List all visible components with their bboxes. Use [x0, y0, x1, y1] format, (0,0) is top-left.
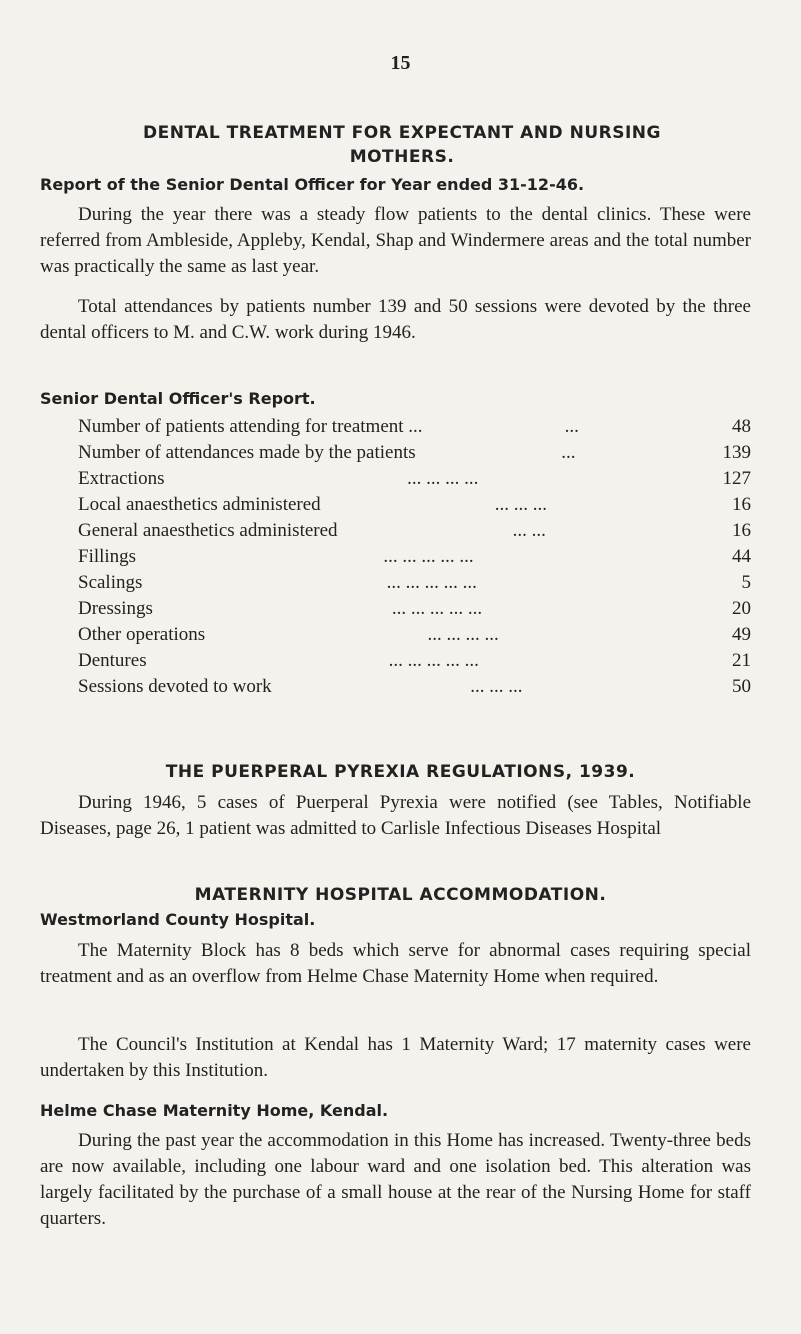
stat-row — [78, 466, 751, 492]
westmorland-paragraph-1: The Maternity Block has 8 beds which serve for abnormal cases requiring special treatment and as an overflow from Helme Chase Maternity Home when required. — [40, 940, 751, 987]
stat-value: 50 — [732, 676, 751, 697]
stat-leader: ... ... — [512, 520, 546, 541]
stat-row — [78, 570, 751, 596]
stat-value: 127 — [722, 468, 751, 489]
puerperal-paragraph: During 1946, 5 cases of Puerperal Pyrexia were notified (see Tables, Notifiable Diseases, page 26, 1 patient was admitted to Carlisle Infectious Diseases Hospital — [40, 792, 751, 839]
stat-leader: ... — [561, 442, 576, 463]
stat-row — [78, 492, 751, 518]
stat-leader: ... ... ... ... — [407, 468, 479, 489]
dental-paragraph-2: Total attendances by patients number 139 and 50 sessions were devoted by the three dental officers to M. and C.W. work during 1946. — [40, 296, 751, 343]
stat-leader: ... ... ... ... ... — [386, 572, 477, 593]
stat-value: 48 — [731, 416, 751, 437]
stat-label: Fillings — [78, 546, 137, 567]
senior-report-title: Senior Dental Officer's Report. — [40, 389, 316, 408]
stat-label: General anaesthetics administered — [78, 520, 338, 541]
stat-value: 44 — [731, 546, 751, 567]
stat-row — [78, 544, 751, 570]
maternity-accommodation-heading: MATERNITY HOSPITAL ACCOMMODATION. — [194, 885, 607, 905]
stat-leader: ... ... ... — [470, 676, 523, 697]
stat-value: 20 — [731, 598, 751, 619]
stat-label: Dressings — [78, 598, 153, 619]
stat-label: Scalings — [78, 572, 143, 593]
stat-label: Dentures — [78, 650, 147, 671]
stat-label: Number of attendances made by the patients — [78, 442, 416, 463]
stat-leader: ... — [564, 416, 579, 437]
helme-chase-paragraph: During the past year the accommodation in this Home has increased. Twenty-three beds are now available, including one labour ward and one isolation bed. This alteration was largely facilitated by the purchase of a small house at the rear of the Nursing Home for staff quarters. — [40, 1130, 751, 1229]
stat-label: Extractions — [78, 468, 165, 489]
stat-label: Sessions devoted to work — [78, 676, 272, 697]
dental-report-title: Report of the Senior Dental Officer for Year ended 31-12-46. — [40, 175, 585, 194]
stat-value: 49 — [732, 624, 751, 645]
stat-leader: ... ... ... ... ... — [383, 546, 474, 567]
senior-report-table — [78, 414, 751, 700]
stat-row — [78, 648, 751, 674]
helme-chase-title: Helme Chase Maternity Home, Kendal. — [40, 1101, 389, 1120]
stat-label: Number of patients attending for treatment ... — [78, 416, 423, 437]
stat-row — [78, 440, 751, 466]
stat-row — [78, 622, 751, 648]
dental-heading-line1: DENTAL TREATMENT FOR EXPECTANT AND NURSING — [143, 123, 661, 143]
stat-row — [78, 414, 751, 440]
stat-label: Local anaesthetics administered — [78, 494, 321, 515]
dental-treatment-heading — [60, 121, 744, 169]
westmorland-hospital-title: Westmorland County Hospital. — [40, 910, 316, 929]
stat-value: 5 — [741, 572, 751, 593]
stat-value: 139 — [722, 442, 751, 463]
stat-value: 21 — [732, 650, 751, 671]
puerperal-pyrexia-heading: THE PUERPERAL PYREXIA REGULATIONS, 1939. — [165, 762, 636, 782]
stat-value: 16 — [732, 520, 751, 541]
stat-row — [78, 518, 751, 544]
westmorland-paragraph-2: The Council's Institution at Kendal has 1 Maternity Ward; 17 maternity cases were undertaken by this Institution. — [40, 1034, 751, 1081]
stat-label: Other operations — [78, 624, 206, 645]
stat-leader: ... ... ... — [494, 494, 547, 515]
stat-leader: ... ... ... ... ... — [391, 598, 483, 619]
stat-row — [78, 674, 751, 700]
dental-heading-line2: MOTHERS. — [349, 147, 455, 167]
stat-leader: ... ... ... ... ... — [388, 650, 479, 671]
stat-value: 16 — [732, 494, 751, 515]
dental-paragraph-1: During the year there was a steady flow patients to the dental clinics. These were referred from Ambleside, Appleby, Kendal, Shap and Windermere areas and the total number was practically the same as last year. — [40, 204, 751, 277]
stat-leader: ... ... ... ... — [427, 624, 499, 645]
stat-row — [78, 596, 751, 622]
page-number: 15 — [390, 52, 411, 74]
